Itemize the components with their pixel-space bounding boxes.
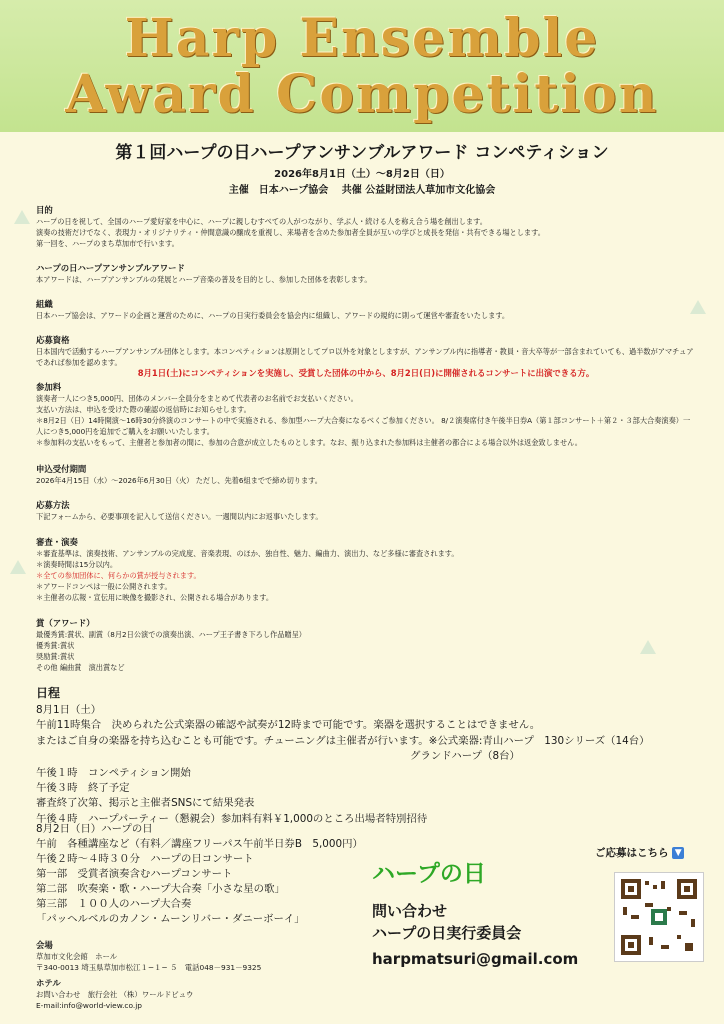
apply-text: ご応募はこちら: [595, 847, 669, 859]
organizers: 主催 日本ハープ協会 共催 公益財団法人草加市文化協会: [228, 185, 496, 196]
section-body: 日本国内で活動するハープアンサンブル団体とします。本コンペティションは原則としてプロ以外を対象としますが、アンサンブル内に指導者・教員・音大卒等が一部含まれていても、過半数がアマチュアであれば参加を認めます。: [36, 347, 694, 367]
section-heading: 申込受付期間: [36, 464, 87, 474]
harp-day-logo: ハープの日: [372, 861, 486, 887]
section-body: 演奏者一人につき5,000円、団体のメンバー全員分をまとめて代表者のお名前でお支払いください。 支払い方法は、申込を受けた際の確認の返信時にお知らせします。 ＊8月2日（日）14時開演～16時30分終演のコンサートの中で実施される、参加型ハープ大合奏になるべくご参加ください。 8/２演奏席付き午後半日券A（第１部コンサート＋第２・３部大合奏演奏）一人につき5,000円を追加でご購入をお願いいたします。 ＊参加料の支払いをもって、主催者と参加者の間に、参加の合意が成立したものとします。なお、振り込まれた参加料は主催者の都合による場合以外は返金致しません。: [36, 394, 691, 447]
banner-title-line2: Award Competition: [65, 64, 659, 125]
page-title: 第１回ハープの日ハープアンサンブルアワード コンペティション: [115, 143, 609, 163]
harp-pattern-icon: [10, 560, 26, 574]
apply-label: [595, 845, 684, 860]
venue-body: 草加市文化会館 ホール 〒340-0013 埼玉県草加市松江１−１− ５ 電話048－931－9325: [36, 952, 262, 972]
section-award: [36, 262, 696, 285]
section-heading: 応募方法: [36, 500, 70, 510]
section-body: 最優秀賞:賞状、副賞（8月2日公演での演奏出演、ハープ王子書き下ろし作品贈呈） 優秀賞:賞状 奨励賞:賞状 その他 編曲賞 演出賞など: [36, 630, 306, 672]
judging-line: ＊審査基準は、演奏技術、アンサンブルの完成度、音楽表現、のほか、独自性、魅力、編曲力、演出力、など多様に審査されます。: [36, 549, 459, 558]
judging-line: ＊主催者の広報・宣伝用に映像を撮影され、公開される場合があります。: [36, 593, 274, 602]
section-heading: 参加料: [36, 382, 62, 392]
venue-heading: 会場: [36, 940, 53, 950]
event-dates: 2026年8月1日（土）～8月2日（日）: [274, 169, 450, 180]
title-banner: [0, 0, 724, 132]
qr-code[interactable]: [614, 872, 704, 962]
section-fee: [36, 381, 696, 448]
judging-line: ＊アワードコンペは一般に公開されます。: [36, 582, 172, 591]
section-heading: 賞（アワード）: [36, 618, 95, 628]
schedule-heading: 日程: [36, 686, 61, 700]
harp-pattern-icon: [14, 210, 30, 224]
schedule-day1-afternoon: 午後１時 コンペティション開始 午後３時 終了予定 審査終了次第、掲示と主催者SNSにて結果発表 午後４時 ハープパーティー（懇親会）参加料有料￥1,000のところ出場者特別招待: [36, 767, 428, 825]
section-body: 下記フォームから、必要事項を記入して送信ください。一週間以内にお返事いたします。: [36, 512, 323, 521]
hotel-body: お問い合わせ 旅行会社 （株）ワールドビュウ E-mail:info@world-view.co.jp: [36, 990, 194, 1010]
schedule-day2-body: 8月2日（日）ハープの日 午前 各種講座など（有料／講座フリーパス午前半日券B 5,000円） 午後２時～４時３０分 ハープの日コンサート 第一部 受賞者演奏含むハープコンサート 第二部 吹奏楽・歌・ハープ大合奏「小さな星の歌」 第三部 １００人のハープ大合奏 「パッヘルベルのカノン・ムーンリバー・ダニーボーイ」: [36, 823, 363, 925]
section-heading: ハープの日ハープアンサンブルアワード: [36, 263, 185, 273]
section-heading: 応募資格: [36, 335, 70, 345]
section-organization: [36, 298, 696, 321]
banner-title-line1: Harp Ensemble: [124, 8, 600, 69]
section-prizes: [36, 617, 696, 673]
section-method: [36, 499, 696, 522]
qr-code-image: [615, 873, 703, 961]
section-body: ハープの日を祝して、全国のハープ愛好家を中心に、ハープに親しむすべての人がつながり、学ぶ人・続ける人を称え合う場を創出します。 演奏の技術だけでなく、表現力・オリジナリティ・仲間意識の醸成を重視し、来場者を含めた参加者全員が互いの学びと成長を発信・共有できる場とします。 第一回を、ハープのまち草加市で行います。: [36, 217, 545, 248]
section-body: 本アワードは、ハープアンサンブルの発展とハープ音楽の普及を目的とし、参加した団体を表彰します。: [36, 275, 372, 284]
section-heading: 組織: [36, 299, 53, 309]
schedule-day1-morning: 8月1日（土） 午前11時集合 決められた公式楽器の確認や試奏が12時まで可能です。楽器を選択することはできません。 またはご自身の楽器を持ち込むことも可能です。チューニングは主催者が行います。※公式楽器:青山ハープ 130シリーズ（14台） グランドハープ（8台）: [36, 704, 650, 762]
venue-block: [36, 940, 261, 973]
section-period: [36, 463, 696, 486]
inquiry-label: 問い合わせ: [372, 902, 448, 920]
section-judging: [36, 536, 696, 603]
hotel-block: [36, 978, 193, 1011]
contact-email[interactable]: harpmatsuri@gmail.com: [372, 950, 579, 968]
section-heading: 審査・演奏: [36, 537, 78, 547]
section-heading: 目的: [36, 205, 53, 215]
section-body: 日本ハープ協会は、アワードの企画と運営のために、ハープの日実行委員会を協会内に組織し、アワードの規約に則って運営や審査をいたします。: [36, 311, 510, 320]
section-body: 2026年4月15日（水）～2026年6月30日（火） ただし、先着6組までで締め切ります。: [36, 476, 322, 485]
judging-line: ＊演奏時間は15分以内。: [36, 560, 118, 569]
section-eligibility: [36, 334, 696, 379]
hotel-heading: ホテル: [36, 978, 61, 988]
contact-block: [372, 900, 521, 944]
committee-name: ハープの日実行委員会: [372, 924, 522, 942]
arrow-down-icon: ▼: [672, 847, 684, 859]
section-purpose: [36, 204, 696, 249]
schedule-day2: [36, 822, 386, 927]
schedule-day1: [36, 686, 716, 827]
judging-line: ＊全ての参加団体に、何らかの賞が授与されます。: [36, 571, 201, 580]
eligibility-notice: 8月1日(土)にコンペティションを実施し、受賞した団体の中から、8月2日(日)に開催されるコンサートに出演できる方。: [137, 368, 595, 378]
